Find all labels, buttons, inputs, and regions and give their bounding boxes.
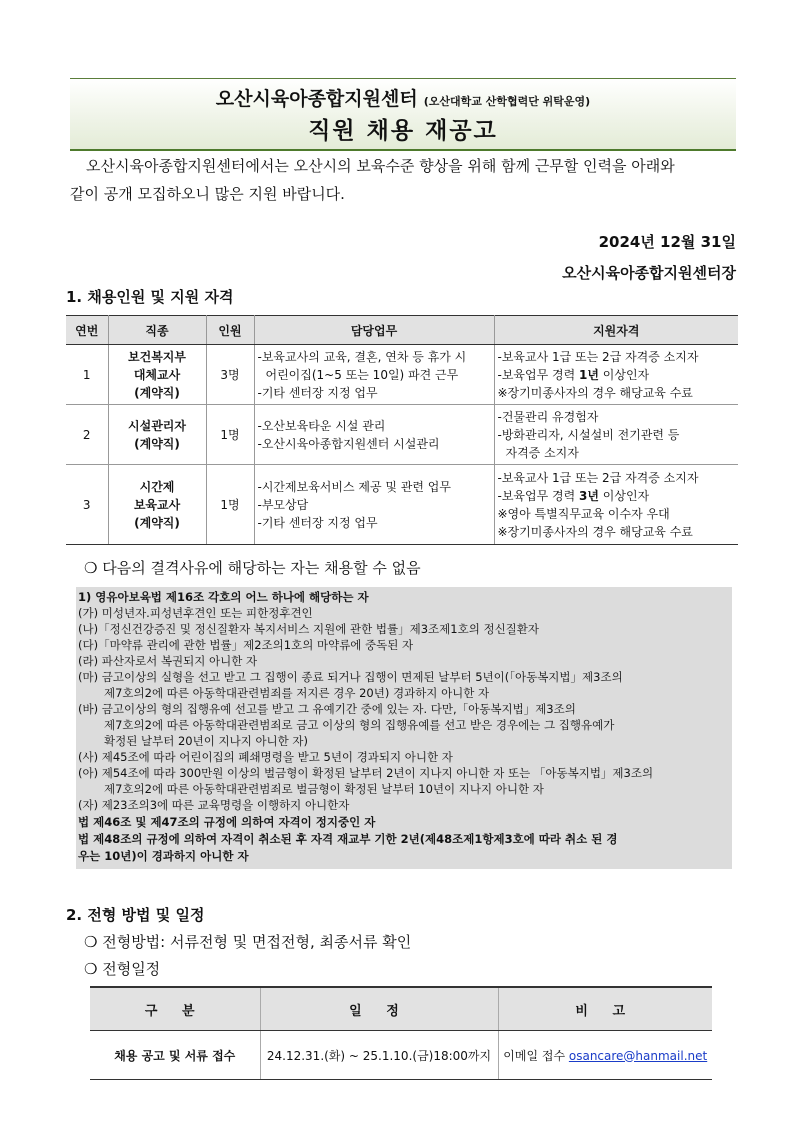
- duty-line: 어린이집(1~5 또는 10일) 파견 근무: [265, 367, 459, 382]
- qual-line: 자격증 소지자: [505, 445, 579, 460]
- schedule-table: [90, 986, 712, 1080]
- header-count: 인원: [206, 316, 254, 345]
- job-line: 보육교사: [133, 497, 181, 512]
- disq-line: (다)「마약류 관리에 관한 법률」제2조의1호의 마약류에 중독된 자: [78, 638, 414, 652]
- disq-line: 제7호의2에 따른 아동학대관련범죄로 벌금형이 확정된 날부터 10년이 지나지 아니한 자: [104, 782, 544, 796]
- disq-line: 우는 10년)이 경과하지 아니한 자: [78, 849, 249, 863]
- row-count: 1명: [206, 465, 254, 545]
- duty-line: -오산시육아종합지원센터 시설관리: [257, 436, 440, 451]
- qual-line: ※장기미종사자의 경우 해당교육 수료: [497, 524, 693, 539]
- disq-line: (나)「정신건강증진 및 정신질환자 복지서비스 지원에 관한 법률」제3조제1호의 정신질환자: [78, 622, 540, 636]
- job-line: (계약직): [134, 436, 180, 451]
- qual-line: ※장기미종사자의 경우 해당교육 수료: [497, 385, 693, 400]
- duty-line: -오산보육타운 시설 관리: [257, 418, 386, 433]
- qual-line: -보육업무 경력 3년 이상인자: [497, 488, 650, 503]
- duty-line: -보육교사의 교육, 결혼, 연차 등 휴가 시: [257, 349, 467, 364]
- disq-line: (자) 제23조의3에 따른 교육명령을 이행하지 아니한자: [78, 798, 350, 812]
- qual-line: ※영아 특별직무교육 이수자 우대: [497, 506, 670, 521]
- header-no: 연번: [66, 316, 108, 345]
- header-job: 직종: [108, 316, 206, 345]
- row-no: 1: [66, 345, 108, 405]
- duty-line: -부모상담: [257, 497, 309, 512]
- intro-line-1: 오산시육아종합지원센터에서는 오산시의 보육수준 향상을 위해 함께 근무할 인력을 아래와: [86, 157, 675, 175]
- disq-line: (가) 미성년자.피성년후견인 또는 피한정후견인: [78, 606, 313, 620]
- duty-line: -기타 센터장 지정 업무: [257, 385, 378, 400]
- section-1-title: 1. 채용인원 및 지원 자격: [66, 288, 234, 306]
- center-name-line: [70, 84, 736, 111]
- disq-line: 1) 영유아보육법 제16조 각호의 어느 하나에 해당하는 자: [78, 590, 369, 604]
- row-job: [108, 345, 206, 405]
- section-2-title: 2. 전형 방법 및 일정: [66, 906, 205, 924]
- header-qualifications: 지원자격: [494, 316, 738, 345]
- schedule-category: 채용 공고 및 서류 접수: [90, 1031, 260, 1080]
- row-job: [108, 465, 206, 545]
- row-duties: [254, 465, 494, 545]
- job-line: 시간제: [139, 479, 175, 494]
- qual-line: -보육교사 1급 또는 2급 자격증 소지자: [497, 470, 699, 485]
- qual-line: -보육교사 1급 또는 2급 자격증 소지자: [497, 349, 699, 364]
- disq-line: 법 제46조 및 제47조의 규정에 의하여 자격이 정지중인 자: [78, 815, 376, 829]
- disq-line: 제7호의2에 따른 아동학대관련범죄로 금고 이상의 형의 집행유예를 선고 받은 경우에는 그 집행유예가: [104, 718, 615, 732]
- notice-date: 2024년 12월 31일: [598, 233, 736, 251]
- row-no: 3: [66, 465, 108, 545]
- row-duties: [254, 405, 494, 465]
- selection-method: ❍ 전형방법: 서류전형 및 면접전형, 최종서류 확인: [84, 933, 412, 951]
- operator-note: (오산대학교 산학협력단 위탁운영): [423, 95, 591, 108]
- schedule-note: 이메일 접수 osancare@hanmail.net: [498, 1031, 712, 1080]
- disq-line: (마) 금고이상의 실형을 선고 받고 그 집행이 종료 되거나 집행이 면제된 날부터 5년이(「아동복지법」제3조의: [78, 670, 623, 684]
- disq-line: (바) 금고이상의 형의 집행유예 선고를 받고 그 유예기간 중에 있는 자. 다만,「아동복지법」제3조의: [78, 702, 576, 716]
- row-count: 3명: [206, 345, 254, 405]
- email-link[interactable]: osancare@hanmail.net: [568, 1048, 708, 1063]
- disq-line: 제7호의2에 따른 아동학대관련범죄를 저지른 경우 20년) 경과하지 아니한 자: [104, 686, 490, 700]
- schedule-label: ❍ 전형일정: [84, 960, 161, 978]
- disq-line: (라) 파산자로서 복권되지 아니한 자: [78, 654, 258, 668]
- row-no: 2: [66, 405, 108, 465]
- row-duties: [254, 345, 494, 405]
- schedule-header-row: [90, 987, 712, 1031]
- table-row: [66, 465, 738, 545]
- header-category: 구 분: [90, 987, 260, 1031]
- disq-line: 확정된 날부터 20년이 지나지 아니한 자): [104, 734, 309, 748]
- header-bottom-rule: [70, 149, 736, 151]
- row-qualifications: [494, 465, 738, 545]
- notice-title: 직원 채용 재공고: [308, 118, 498, 144]
- disq-line: (아) 제54조에 따라 300만원 이상의 벌금형이 확정된 날부터 2년이 지나지 아니한 자 또는 「아동복지법」제3조의: [78, 766, 654, 780]
- row-qualifications: [494, 405, 738, 465]
- duty-line: -시간제보육서비스 제공 및 관련 업무: [257, 479, 451, 494]
- header-period: 일 정: [260, 987, 498, 1031]
- job-line: 시설관리자: [128, 418, 186, 433]
- disqualification-intro: ❍ 다음의 결격사유에 해당하는 자는 채용할 수 없음: [84, 559, 421, 577]
- intro-line-2: 같이 공개 모집하오니 많은 지원 바랍니다.: [70, 185, 345, 203]
- qual-line: -방화관리자, 시설설비 전기관련 등: [497, 427, 680, 442]
- row-qualifications: [494, 345, 738, 405]
- recruitment-table: [66, 315, 738, 545]
- qual-line: -건물관리 유경험자: [497, 409, 599, 424]
- center-name: 오산시육아종합지원센터: [215, 88, 418, 110]
- header-note: 비 고: [498, 987, 712, 1031]
- header-duties: 담당업무: [254, 316, 494, 345]
- row-job: [108, 405, 206, 465]
- schedule-period: 24.12.31.(화) ~ 25.1.10.(금)18:00까지: [260, 1031, 498, 1080]
- job-line: 대체교사: [133, 367, 181, 382]
- table-row: [66, 405, 738, 465]
- table-row: [90, 1031, 712, 1080]
- table-row: [66, 345, 738, 405]
- job-line: (계약직): [134, 515, 180, 530]
- job-line: 보건복지부: [128, 349, 186, 364]
- row-count: 1명: [206, 405, 254, 465]
- duty-line: -기타 센터장 지정 업무: [257, 515, 378, 530]
- disq-line: 법 제48조의 규정에 의하여 자격이 취소된 후 자격 재교부 기한 2년(제48조제1항제3호에 따라 취소 된 경: [78, 832, 618, 846]
- table-header-row: [66, 316, 738, 345]
- qual-line: -보육업무 경력 1년 이상인자: [497, 367, 650, 382]
- job-line: (계약직): [134, 385, 180, 400]
- signer: 오산시육아종합지원센터장: [562, 264, 736, 282]
- disq-line: (사) 제45조에 따라 어린이집의 폐쇄명령을 받고 5년이 경과되지 아니한 자: [78, 750, 453, 764]
